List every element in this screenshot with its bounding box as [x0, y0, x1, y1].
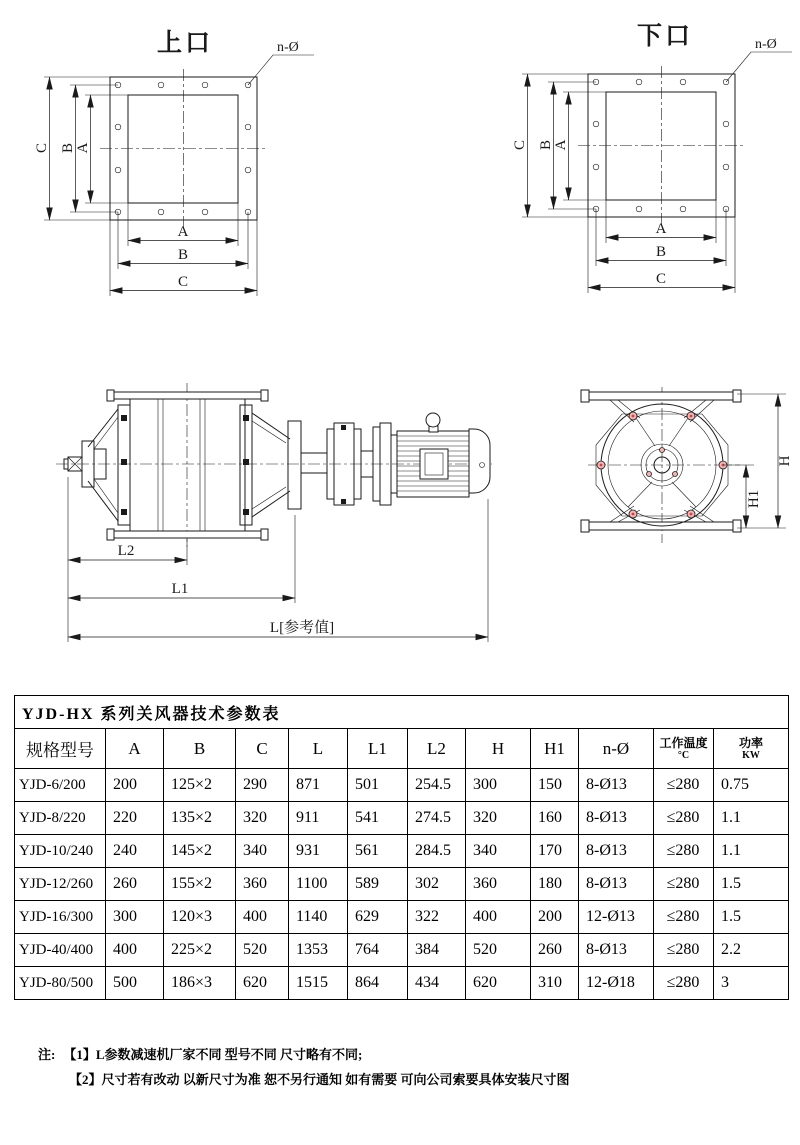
spec-cell: 310	[531, 967, 579, 1000]
spec-cell: 1515	[289, 967, 348, 1000]
side-view-dimensions	[68, 477, 488, 642]
spec-column-header: B	[164, 729, 236, 769]
spec-column-header: H1	[531, 729, 579, 769]
spec-cell: 225×2	[164, 934, 236, 967]
spec-header-row	[15, 729, 789, 769]
spec-cell: 150	[531, 769, 579, 802]
spec-cell: 1100	[289, 868, 348, 901]
spec-cell: 620	[236, 967, 289, 1000]
spec-cell: 541	[348, 802, 408, 835]
bottom-flange-drawing	[508, 12, 800, 317]
spec-cell: 360	[236, 868, 289, 901]
spec-cell: 290	[236, 769, 289, 802]
spec-row	[15, 769, 789, 802]
spec-cell: 8-Ø13	[579, 835, 654, 868]
end-view-machine	[581, 387, 793, 543]
spec-cell: 2.2	[714, 934, 789, 967]
side-view-machine	[56, 383, 492, 642]
spec-cell: 300	[466, 769, 531, 802]
note-text: 【2】尺寸若有改动 以新尺寸为准 恕不另行通知 如有需要 可向公司索要具体安装尺寸图	[69, 1072, 570, 1087]
spec-table	[14, 695, 789, 1000]
spec-column-header: A	[106, 729, 164, 769]
spec-cell: 120×3	[164, 901, 236, 934]
dim-h1-label: H1	[746, 489, 762, 509]
top-flange-title: 上口	[156, 30, 214, 57]
note-line-2	[69, 1067, 570, 1092]
spec-cell: 320	[466, 802, 531, 835]
spec-cell: 200	[106, 769, 164, 802]
bottom-flange-title: 下口	[636, 23, 694, 50]
spec-cell: 186×3	[164, 967, 236, 1000]
spec-cell: 0.75	[714, 769, 789, 802]
spec-column-header: H	[466, 729, 531, 769]
spec-cell: 274.5	[408, 802, 466, 835]
spec-cell: 520	[236, 934, 289, 967]
spec-cell: 500	[106, 967, 164, 1000]
spec-cell: 3	[714, 967, 789, 1000]
spec-column-header: 规格型号	[15, 729, 106, 769]
spec-cell: 155×2	[164, 868, 236, 901]
spec-column-header: C	[236, 729, 289, 769]
spec-cell: 8-Ø13	[579, 868, 654, 901]
spec-cell: 871	[289, 769, 348, 802]
spec-cell: YJD-8/220	[15, 802, 106, 835]
spec-cell: YJD-80/500	[15, 967, 106, 1000]
spec-cell: 400	[466, 901, 531, 934]
spec-cell: 400	[236, 901, 289, 934]
side-view-drawing	[50, 365, 495, 660]
spec-cell: 240	[106, 835, 164, 868]
spec-cell: 125×2	[164, 769, 236, 802]
spec-cell: 360	[466, 868, 531, 901]
left-bearing-assembly	[64, 409, 118, 521]
spec-cell: 302	[408, 868, 466, 901]
terminal-box	[420, 449, 448, 479]
spec-column-header: 功率 KW	[714, 729, 789, 769]
spec-cell: 8-Ø13	[579, 802, 654, 835]
spec-cell: 1.1	[714, 835, 789, 868]
spec-cell: 764	[348, 934, 408, 967]
spec-cell: 1.1	[714, 802, 789, 835]
valve-body	[130, 399, 245, 531]
spec-cell: 520	[466, 934, 531, 967]
spec-table-body	[15, 769, 789, 1000]
spec-cell: 1140	[289, 901, 348, 934]
spec-cell: YJD-16/300	[15, 901, 106, 934]
dim-h-label: H	[777, 455, 793, 467]
spec-cell: ≤280	[654, 802, 714, 835]
spec-column-header: 工作温度 °C	[654, 729, 714, 769]
notes	[38, 1042, 570, 1092]
spec-cell: 400	[106, 934, 164, 967]
spec-cell: YJD-40/400	[15, 934, 106, 967]
eyebolt-ring	[426, 413, 440, 427]
spec-cell: 931	[289, 835, 348, 868]
spec-cell: 1353	[289, 934, 348, 967]
spec-cell: ≤280	[654, 901, 714, 934]
spec-cell: YJD-10/240	[15, 835, 106, 868]
spec-cell: 434	[408, 967, 466, 1000]
spec-cell: 340	[466, 835, 531, 868]
spec-column-header: L2	[408, 729, 466, 769]
spec-row	[15, 835, 789, 868]
spec-cell: 300	[106, 901, 164, 934]
spec-cell: ≤280	[654, 967, 714, 1000]
spec-cell: 160	[531, 802, 579, 835]
spec-cell: 12-Ø18	[579, 967, 654, 1000]
spec-cell: 145×2	[164, 835, 236, 868]
end-view-drawing	[560, 365, 800, 555]
spec-cell: YJD-12/260	[15, 868, 106, 901]
end-view-dimensions	[723, 394, 793, 528]
note-line-1	[38, 1042, 570, 1067]
spec-cell: 340	[236, 835, 289, 868]
spec-cell: 1.5	[714, 868, 789, 901]
note-text: 【1】L参数减速机厂家不同 型号不同 尺寸略有不同;	[63, 1047, 363, 1062]
spec-row	[15, 934, 789, 967]
spec-cell: ≤280	[654, 934, 714, 967]
table-title: YJD-HX 系列关风器技术参数表	[15, 696, 789, 729]
spec-column-header: L	[289, 729, 348, 769]
spec-cell: 322	[408, 901, 466, 934]
spec-cell: 284.5	[408, 835, 466, 868]
table-title-row	[15, 696, 789, 729]
spec-cell: 135×2	[164, 802, 236, 835]
spec-cell: 384	[408, 934, 466, 967]
spec-cell: 864	[348, 967, 408, 1000]
spec-cell: 561	[348, 835, 408, 868]
top-flange-drawing	[30, 15, 340, 320]
spec-row	[15, 868, 789, 901]
spec-cell: 8-Ø13	[579, 769, 654, 802]
spec-cell: 170	[531, 835, 579, 868]
spec-cell: 320	[236, 802, 289, 835]
spec-cell: 254.5	[408, 769, 466, 802]
note-prefix: 注:	[38, 1047, 56, 1062]
spec-cell: 501	[348, 769, 408, 802]
spec-cell: 12-Ø13	[579, 901, 654, 934]
spec-cell: 220	[106, 802, 164, 835]
spec-cell: 620	[466, 967, 531, 1000]
spec-cell: 260	[106, 868, 164, 901]
spec-cell: 8-Ø13	[579, 934, 654, 967]
spec-cell: 629	[348, 901, 408, 934]
spec-row	[15, 901, 789, 934]
motor	[391, 413, 490, 497]
spec-row	[15, 967, 789, 1000]
spec-column-header: n-Ø	[579, 729, 654, 769]
spec-cell: 260	[531, 934, 579, 967]
dim-l-ref-label: L[参考值]	[269, 620, 335, 636]
dim-l2-label: L2	[117, 543, 135, 559]
spec-cell: ≤280	[654, 868, 714, 901]
spec-cell: 200	[531, 901, 579, 934]
spec-cell: 589	[348, 868, 408, 901]
spec-cell: ≤280	[654, 835, 714, 868]
spec-column-header: L1	[348, 729, 408, 769]
spec-cell: 1.5	[714, 901, 789, 934]
spec-cell: ≤280	[654, 769, 714, 802]
spec-row	[15, 802, 789, 835]
spec-cell: YJD-6/200	[15, 769, 106, 802]
spec-cell: 180	[531, 868, 579, 901]
spec-cell: 911	[289, 802, 348, 835]
dim-l1-label: L1	[171, 581, 189, 597]
